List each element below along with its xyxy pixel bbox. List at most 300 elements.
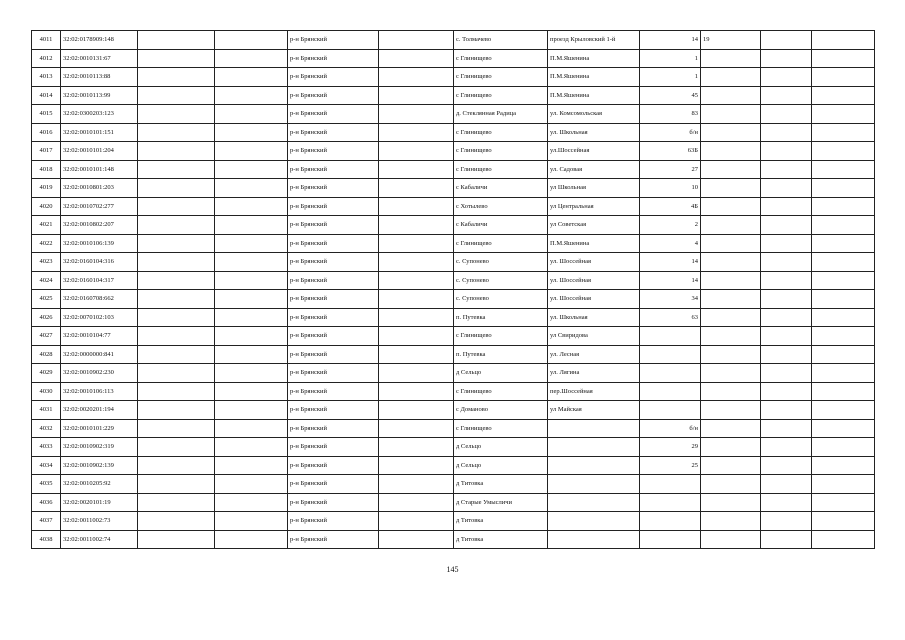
table-row bbox=[32, 123, 875, 142]
cell-col-11 bbox=[761, 345, 812, 364]
cell-row-number: 4035 bbox=[32, 475, 61, 494]
cell-cadastral-number: 32:02:0010101:229 bbox=[61, 419, 138, 438]
cell-house-number bbox=[640, 530, 701, 549]
cell-row-number: 4037 bbox=[32, 512, 61, 531]
cell-district: р-н Брянский bbox=[288, 123, 379, 142]
cell-col-4 bbox=[215, 290, 288, 309]
cell-col-4 bbox=[215, 86, 288, 105]
cell-col-11 bbox=[761, 160, 812, 179]
cell-district: р-н Брянский bbox=[288, 308, 379, 327]
cell-district: р-н Брянский bbox=[288, 419, 379, 438]
cell-building bbox=[701, 49, 761, 68]
cell-street: пер.Шоссейная bbox=[548, 382, 640, 401]
cell-col-3 bbox=[138, 308, 215, 327]
cell-house-number: 34 bbox=[640, 290, 701, 309]
cell-row-number: 4015 bbox=[32, 105, 61, 124]
cell-district: р-н Брянский bbox=[288, 86, 379, 105]
cell-district: р-н Брянский bbox=[288, 290, 379, 309]
cell-row-number: 4026 bbox=[32, 308, 61, 327]
table-row bbox=[32, 512, 875, 531]
cell-cadastral-number: 32:02:0160708:662 bbox=[61, 290, 138, 309]
table-row bbox=[32, 31, 875, 50]
cell-building bbox=[701, 105, 761, 124]
cell-col-3 bbox=[138, 216, 215, 235]
cell-col-6 bbox=[379, 493, 454, 512]
cell-house-number: 25 bbox=[640, 456, 701, 475]
cell-cadastral-number: 32:02:0010113:99 bbox=[61, 86, 138, 105]
cell-col-4 bbox=[215, 142, 288, 161]
cell-row-number: 4038 bbox=[32, 530, 61, 549]
cell-building bbox=[701, 364, 761, 383]
cell-settlement: с. Супонево bbox=[454, 290, 548, 309]
cell-col-3 bbox=[138, 327, 215, 346]
cell-col-12 bbox=[812, 401, 875, 420]
cell-settlement: с Глинищево bbox=[454, 160, 548, 179]
cell-col-3 bbox=[138, 401, 215, 420]
cell-col-11 bbox=[761, 31, 812, 50]
cell-building bbox=[701, 456, 761, 475]
cell-row-number: 4011 bbox=[32, 31, 61, 50]
cell-cadastral-number: 32:02:0010106:113 bbox=[61, 382, 138, 401]
cell-col-12 bbox=[812, 438, 875, 457]
cell-street: ул. Шоссейная bbox=[548, 271, 640, 290]
cell-row-number: 4034 bbox=[32, 456, 61, 475]
cell-cadastral-number: 32:02:0010801:203 bbox=[61, 179, 138, 198]
cell-col-11 bbox=[761, 86, 812, 105]
cell-col-3 bbox=[138, 253, 215, 272]
cell-col-11 bbox=[761, 419, 812, 438]
cell-row-number: 4020 bbox=[32, 197, 61, 216]
cell-col-3 bbox=[138, 123, 215, 142]
cell-col-6 bbox=[379, 308, 454, 327]
cell-col-6 bbox=[379, 123, 454, 142]
table-body bbox=[32, 31, 875, 549]
cell-col-3 bbox=[138, 160, 215, 179]
cell-building bbox=[701, 475, 761, 494]
cell-house-number bbox=[640, 345, 701, 364]
cell-settlement: с Глинищево bbox=[454, 382, 548, 401]
cell-col-4 bbox=[215, 308, 288, 327]
cell-col-6 bbox=[379, 179, 454, 198]
cell-district: р-н Брянский bbox=[288, 179, 379, 198]
cell-cadastral-number: 32:02:0070102:103 bbox=[61, 308, 138, 327]
cell-building bbox=[701, 401, 761, 420]
cell-col-6 bbox=[379, 382, 454, 401]
cell-house-number bbox=[640, 401, 701, 420]
cell-cadastral-number: 32:02:0010902:139 bbox=[61, 456, 138, 475]
cell-col-3 bbox=[138, 345, 215, 364]
cell-col-11 bbox=[761, 234, 812, 253]
cell-col-12 bbox=[812, 49, 875, 68]
cell-col-6 bbox=[379, 401, 454, 420]
cell-building bbox=[701, 179, 761, 198]
cell-street bbox=[548, 456, 640, 475]
cell-cadastral-number: 32:02:0010205:92 bbox=[61, 475, 138, 494]
table-row bbox=[32, 438, 875, 457]
table-row bbox=[32, 493, 875, 512]
cell-cadastral-number: 32:02:0010113:88 bbox=[61, 68, 138, 87]
cell-col-3 bbox=[138, 105, 215, 124]
cell-col-11 bbox=[761, 49, 812, 68]
cell-col-12 bbox=[812, 142, 875, 161]
cell-col-4 bbox=[215, 382, 288, 401]
cell-col-3 bbox=[138, 456, 215, 475]
cell-col-12 bbox=[812, 345, 875, 364]
cell-col-6 bbox=[379, 456, 454, 475]
cell-district: р-н Брянский bbox=[288, 160, 379, 179]
cell-settlement: д Титовка bbox=[454, 475, 548, 494]
cell-col-11 bbox=[761, 179, 812, 198]
cell-district: р-н Брянский bbox=[288, 216, 379, 235]
cell-cadastral-number: 32:02:0000000:841 bbox=[61, 345, 138, 364]
cell-cadastral-number: 32:02:0010104:77 bbox=[61, 327, 138, 346]
cell-settlement: с Глинищево bbox=[454, 49, 548, 68]
cell-col-4 bbox=[215, 456, 288, 475]
cell-row-number: 4018 bbox=[32, 160, 61, 179]
cell-row-number: 4022 bbox=[32, 234, 61, 253]
cell-col-4 bbox=[215, 530, 288, 549]
cell-col-4 bbox=[215, 512, 288, 531]
cell-building bbox=[701, 68, 761, 87]
cell-building bbox=[701, 308, 761, 327]
cell-row-number: 4024 bbox=[32, 271, 61, 290]
cell-row-number: 4032 bbox=[32, 419, 61, 438]
cell-district: р-н Брянский bbox=[288, 234, 379, 253]
cell-district: р-н Брянский bbox=[288, 253, 379, 272]
cell-street: ул. Лесная bbox=[548, 345, 640, 364]
cell-col-4 bbox=[215, 401, 288, 420]
table-row bbox=[32, 456, 875, 475]
cell-col-12 bbox=[812, 512, 875, 531]
cell-col-6 bbox=[379, 216, 454, 235]
cell-col-3 bbox=[138, 68, 215, 87]
cell-street: ул. Комсомольская bbox=[548, 105, 640, 124]
cell-col-12 bbox=[812, 253, 875, 272]
cell-district: р-н Брянский bbox=[288, 49, 379, 68]
cell-cadastral-number: 32:02:0160104:316 bbox=[61, 253, 138, 272]
cell-col-6 bbox=[379, 290, 454, 309]
cell-cadastral-number: 32:02:0010702:277 bbox=[61, 197, 138, 216]
cell-settlement: с. Супонево bbox=[454, 271, 548, 290]
cell-col-4 bbox=[215, 327, 288, 346]
cell-row-number: 4017 bbox=[32, 142, 61, 161]
table-row bbox=[32, 105, 875, 124]
table-row bbox=[32, 49, 875, 68]
cell-col-3 bbox=[138, 142, 215, 161]
cell-col-3 bbox=[138, 271, 215, 290]
cell-row-number: 4027 bbox=[32, 327, 61, 346]
table-row bbox=[32, 68, 875, 87]
cell-cadastral-number: 32:02:0011002:73 bbox=[61, 512, 138, 531]
cell-street: ул. Школьная bbox=[548, 123, 640, 142]
cell-col-6 bbox=[379, 419, 454, 438]
cell-district: р-н Брянский bbox=[288, 401, 379, 420]
cell-settlement: с Глинищево bbox=[454, 327, 548, 346]
cell-building bbox=[701, 160, 761, 179]
cell-settlement: с Глинищево bbox=[454, 419, 548, 438]
cell-col-12 bbox=[812, 308, 875, 327]
cell-col-12 bbox=[812, 382, 875, 401]
cell-district: р-н Брянский bbox=[288, 142, 379, 161]
cell-house-number bbox=[640, 364, 701, 383]
cell-district: р-н Брянский bbox=[288, 438, 379, 457]
cell-row-number: 4025 bbox=[32, 290, 61, 309]
cell-col-6 bbox=[379, 49, 454, 68]
table-row bbox=[32, 345, 875, 364]
cell-settlement: с Хотылево bbox=[454, 197, 548, 216]
cell-col-12 bbox=[812, 419, 875, 438]
cell-house-number: 10 bbox=[640, 179, 701, 198]
cell-col-11 bbox=[761, 197, 812, 216]
cell-building bbox=[701, 197, 761, 216]
cell-house-number: 14 bbox=[640, 253, 701, 272]
cell-row-number: 4013 bbox=[32, 68, 61, 87]
cell-col-4 bbox=[215, 160, 288, 179]
cell-cadastral-number: 32:02:0300203:123 bbox=[61, 105, 138, 124]
cell-house-number bbox=[640, 493, 701, 512]
cell-col-6 bbox=[379, 327, 454, 346]
table-row bbox=[32, 475, 875, 494]
cell-col-11 bbox=[761, 308, 812, 327]
cell-col-11 bbox=[761, 493, 812, 512]
cell-col-3 bbox=[138, 234, 215, 253]
cell-col-4 bbox=[215, 123, 288, 142]
cell-col-4 bbox=[215, 345, 288, 364]
cell-col-11 bbox=[761, 142, 812, 161]
cell-house-number bbox=[640, 327, 701, 346]
cell-col-4 bbox=[215, 68, 288, 87]
cell-street: ул Майская bbox=[548, 401, 640, 420]
cell-cadastral-number: 32:02:0160104:317 bbox=[61, 271, 138, 290]
cell-col-12 bbox=[812, 179, 875, 198]
cell-col-6 bbox=[379, 160, 454, 179]
cell-col-3 bbox=[138, 493, 215, 512]
cell-building bbox=[701, 271, 761, 290]
cell-street: ул. Лягина bbox=[548, 364, 640, 383]
cell-district: р-н Брянский bbox=[288, 493, 379, 512]
cell-district: р-н Брянский bbox=[288, 31, 379, 50]
cell-settlement: п. Путевка bbox=[454, 345, 548, 364]
cell-col-11 bbox=[761, 438, 812, 457]
cell-house-number: 63Б bbox=[640, 142, 701, 161]
cell-house-number: 4 bbox=[640, 234, 701, 253]
cell-col-6 bbox=[379, 364, 454, 383]
cell-street bbox=[548, 530, 640, 549]
cell-building bbox=[701, 142, 761, 161]
cell-row-number: 4014 bbox=[32, 86, 61, 105]
cell-house-number: 45 bbox=[640, 86, 701, 105]
cell-cadastral-number: 32:02:0010902:230 bbox=[61, 364, 138, 383]
cell-district: р-н Брянский bbox=[288, 197, 379, 216]
cell-row-number: 4028 bbox=[32, 345, 61, 364]
cell-col-6 bbox=[379, 234, 454, 253]
cell-street: ул Школьная bbox=[548, 179, 640, 198]
table-row bbox=[32, 216, 875, 235]
cell-district: р-н Брянский bbox=[288, 475, 379, 494]
cell-building bbox=[701, 216, 761, 235]
cell-district: р-н Брянский bbox=[288, 382, 379, 401]
table-row bbox=[32, 382, 875, 401]
cell-cadastral-number: 32:02:0010902:319 bbox=[61, 438, 138, 457]
cell-col-11 bbox=[761, 105, 812, 124]
cell-col-11 bbox=[761, 290, 812, 309]
cell-district: р-н Брянский bbox=[288, 327, 379, 346]
cell-building bbox=[701, 234, 761, 253]
cell-col-11 bbox=[761, 401, 812, 420]
cell-row-number: 4021 bbox=[32, 216, 61, 235]
cell-cadastral-number: 32:02:0020101:19 bbox=[61, 493, 138, 512]
cell-settlement: д Титовка bbox=[454, 530, 548, 549]
cell-cadastral-number: 32:02:0010131:67 bbox=[61, 49, 138, 68]
cell-col-6 bbox=[379, 142, 454, 161]
cell-col-12 bbox=[812, 475, 875, 494]
cell-building bbox=[701, 86, 761, 105]
page-number: 145 bbox=[446, 565, 459, 574]
cell-house-number bbox=[640, 475, 701, 494]
cell-col-3 bbox=[138, 438, 215, 457]
cell-cadastral-number: 32:02:0010101:148 bbox=[61, 160, 138, 179]
cell-building bbox=[701, 419, 761, 438]
cell-col-11 bbox=[761, 327, 812, 346]
cell-col-3 bbox=[138, 290, 215, 309]
cell-col-3 bbox=[138, 419, 215, 438]
cell-settlement: с Доманово bbox=[454, 401, 548, 420]
cell-col-4 bbox=[215, 364, 288, 383]
cell-col-11 bbox=[761, 382, 812, 401]
cell-col-3 bbox=[138, 86, 215, 105]
table-row bbox=[32, 271, 875, 290]
cell-col-12 bbox=[812, 493, 875, 512]
cell-col-11 bbox=[761, 216, 812, 235]
cell-street: ул. Школьная bbox=[548, 308, 640, 327]
cell-col-11 bbox=[761, 364, 812, 383]
cell-col-6 bbox=[379, 68, 454, 87]
cell-street: ул Советская bbox=[548, 216, 640, 235]
cell-col-4 bbox=[215, 493, 288, 512]
cell-house-number: 27 bbox=[640, 160, 701, 179]
table-row bbox=[32, 419, 875, 438]
cell-building bbox=[701, 253, 761, 272]
cell-settlement: с Глинищево bbox=[454, 86, 548, 105]
cell-street bbox=[548, 438, 640, 457]
cell-district: р-н Брянский bbox=[288, 456, 379, 475]
cell-col-4 bbox=[215, 438, 288, 457]
cell-house-number: 29 bbox=[640, 438, 701, 457]
cell-building bbox=[701, 327, 761, 346]
table-row bbox=[32, 308, 875, 327]
cell-settlement: с Кабаличи bbox=[454, 179, 548, 198]
cell-col-12 bbox=[812, 327, 875, 346]
cell-row-number: 4033 bbox=[32, 438, 61, 457]
cell-cadastral-number: 32:02:0010106:139 bbox=[61, 234, 138, 253]
cell-district: р-н Брянский bbox=[288, 512, 379, 531]
cell-col-12 bbox=[812, 290, 875, 309]
cell-street: П.М.Яшенина bbox=[548, 234, 640, 253]
cell-col-11 bbox=[761, 271, 812, 290]
cell-house-number bbox=[640, 512, 701, 531]
cell-settlement: д. Стеклянная Радица bbox=[454, 105, 548, 124]
cell-street: ул. Садовая bbox=[548, 160, 640, 179]
cell-col-12 bbox=[812, 271, 875, 290]
cell-col-11 bbox=[761, 512, 812, 531]
cell-col-12 bbox=[812, 31, 875, 50]
table-row bbox=[32, 86, 875, 105]
cell-street: ул Центральная bbox=[548, 197, 640, 216]
cell-street bbox=[548, 475, 640, 494]
cell-building bbox=[701, 382, 761, 401]
cell-house-number bbox=[640, 382, 701, 401]
table-row bbox=[32, 327, 875, 346]
cell-row-number: 4019 bbox=[32, 179, 61, 198]
cell-col-11 bbox=[761, 530, 812, 549]
cell-col-3 bbox=[138, 197, 215, 216]
cell-house-number: 1 bbox=[640, 68, 701, 87]
cell-col-4 bbox=[215, 105, 288, 124]
cell-col-12 bbox=[812, 456, 875, 475]
cell-settlement: с Глинищево bbox=[454, 123, 548, 142]
cell-col-12 bbox=[812, 530, 875, 549]
cell-col-4 bbox=[215, 253, 288, 272]
cell-settlement: д Старые Умысличи bbox=[454, 493, 548, 512]
cell-row-number: 4029 bbox=[32, 364, 61, 383]
cell-col-12 bbox=[812, 216, 875, 235]
cell-street: П.М.Яшенина bbox=[548, 68, 640, 87]
cell-settlement: с Глинищево bbox=[454, 142, 548, 161]
table-row bbox=[32, 142, 875, 161]
cell-col-4 bbox=[215, 179, 288, 198]
cell-col-6 bbox=[379, 530, 454, 549]
cell-street bbox=[548, 493, 640, 512]
cell-col-6 bbox=[379, 345, 454, 364]
cell-house-number: 2 bbox=[640, 216, 701, 235]
cell-col-3 bbox=[138, 31, 215, 50]
cell-building bbox=[701, 438, 761, 457]
cell-row-number: 4036 bbox=[32, 493, 61, 512]
cell-col-4 bbox=[215, 419, 288, 438]
cell-house-number: 1 bbox=[640, 49, 701, 68]
cell-cadastral-number: 32:02:0011002:74 bbox=[61, 530, 138, 549]
cell-building bbox=[701, 123, 761, 142]
cell-cadastral-number: 32:02:0010101:204 bbox=[61, 142, 138, 161]
cell-col-12 bbox=[812, 123, 875, 142]
cell-col-6 bbox=[379, 438, 454, 457]
cell-col-3 bbox=[138, 475, 215, 494]
cell-row-number: 4012 bbox=[32, 49, 61, 68]
cell-col-12 bbox=[812, 86, 875, 105]
cell-street bbox=[548, 419, 640, 438]
table-row bbox=[32, 197, 875, 216]
cell-settlement: с Глинищево bbox=[454, 68, 548, 87]
cell-settlement: п. Путевка bbox=[454, 308, 548, 327]
cell-street: ул. Шоссейная bbox=[548, 253, 640, 272]
cell-col-11 bbox=[761, 68, 812, 87]
cell-cadastral-number: 32:02:0010101:151 bbox=[61, 123, 138, 142]
cell-col-12 bbox=[812, 160, 875, 179]
cell-col-12 bbox=[812, 234, 875, 253]
cell-street: П.М.Яшенина bbox=[548, 49, 640, 68]
cell-col-6 bbox=[379, 105, 454, 124]
table-row bbox=[32, 253, 875, 272]
cell-building bbox=[701, 530, 761, 549]
cell-col-11 bbox=[761, 253, 812, 272]
cell-street bbox=[548, 512, 640, 531]
cell-building bbox=[701, 512, 761, 531]
cell-settlement: д Сельцо bbox=[454, 438, 548, 457]
cell-col-4 bbox=[215, 31, 288, 50]
cell-col-6 bbox=[379, 271, 454, 290]
cell-col-6 bbox=[379, 31, 454, 50]
cell-district: р-н Брянский bbox=[288, 105, 379, 124]
